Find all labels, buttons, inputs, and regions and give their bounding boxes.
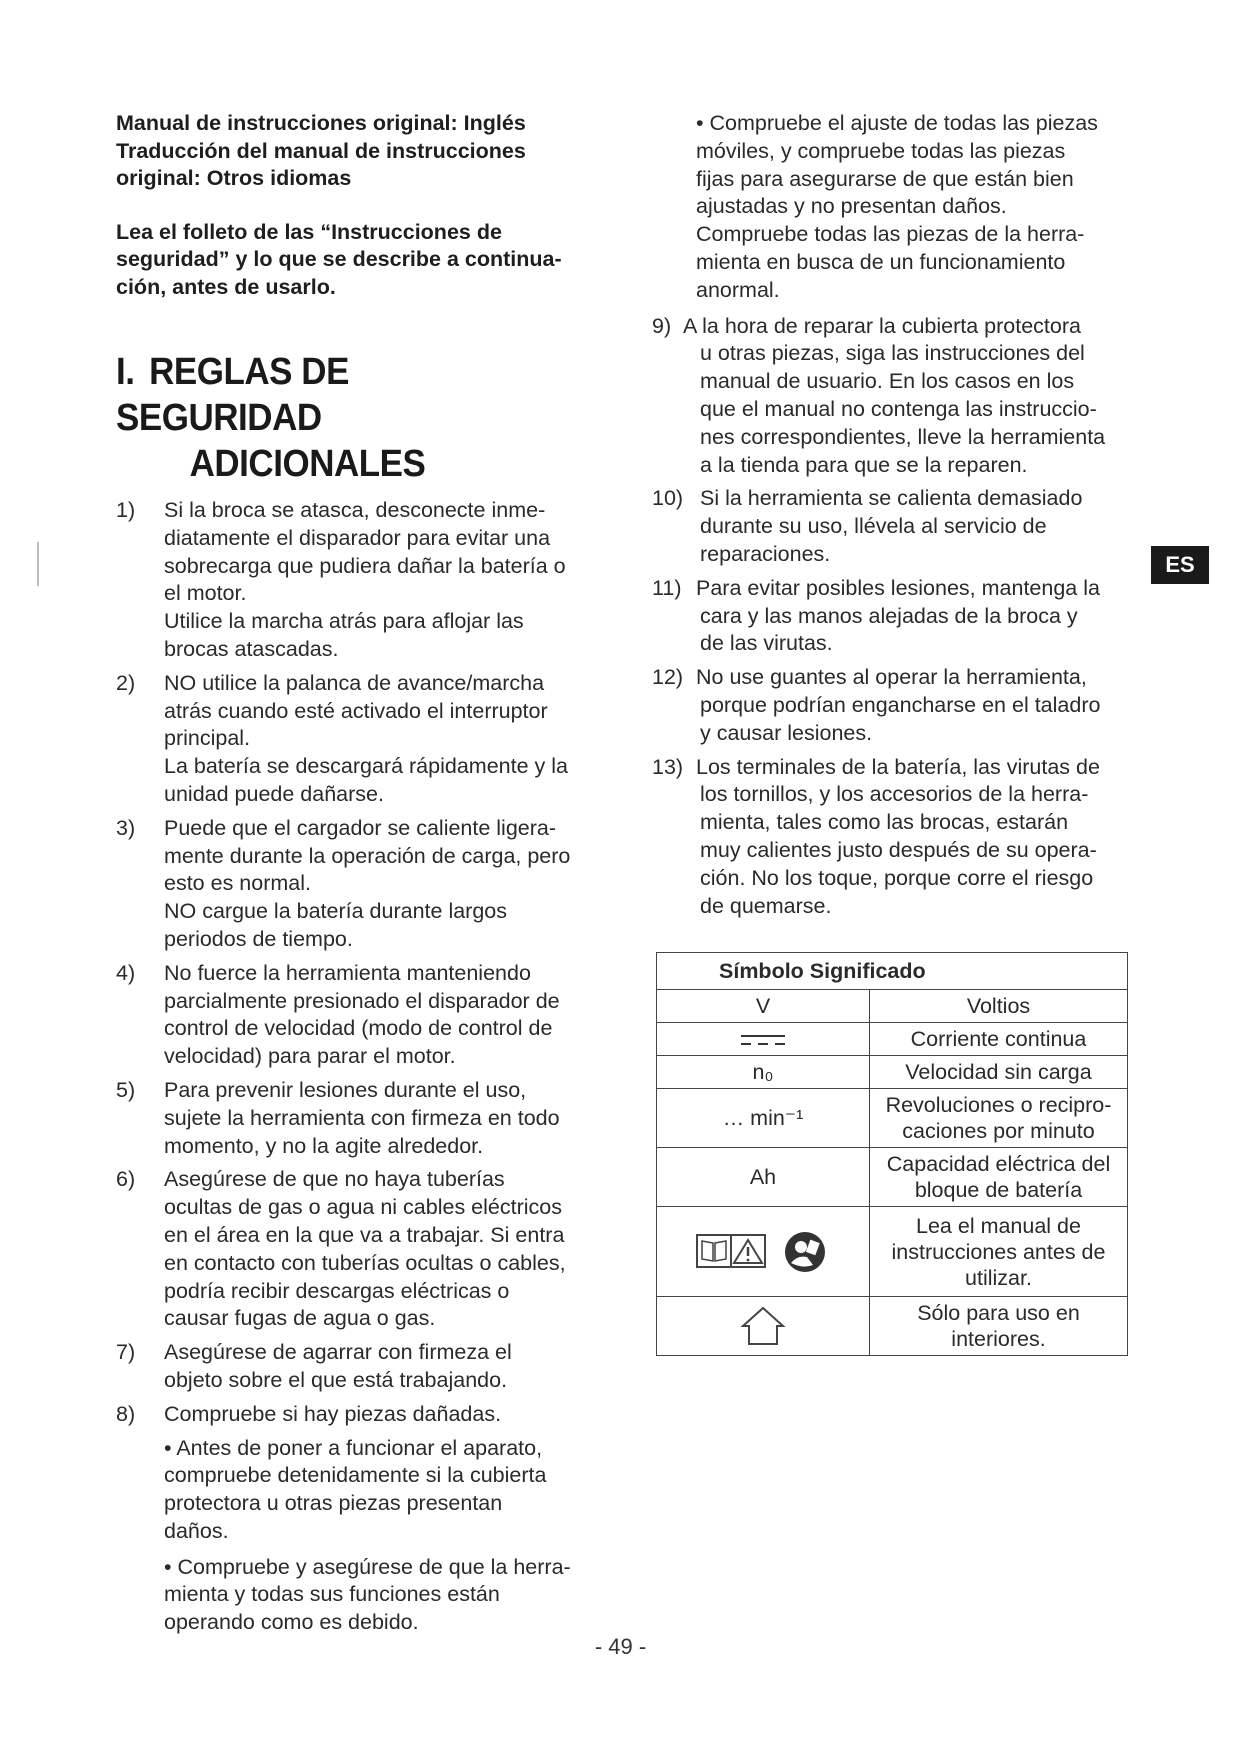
list-item: 10) Si la herramienta se calienta demasiado durante su uso, llévela al servicio de reparaciones. <box>652 486 1083 566</box>
direct-current-icon <box>739 1032 787 1048</box>
table-row <box>657 1089 1128 1148</box>
meaning-cell: Revoluciones o recipro- caciones por minuto <box>870 1089 1128 1148</box>
symbol-cell <box>657 1297 870 1356</box>
table-row <box>657 990 1128 1023</box>
list-item: 2) NO utilice la palanca de avance/marcha atrás cuando esté activado el interruptor principal. La batería se descargará rápidamente y la unidad puede dañarse. <box>116 670 568 806</box>
list-item: 8) Compruebe si hay piezas dañadas. <box>116 1401 502 1426</box>
right-column <box>652 110 1132 926</box>
meaning-cell: Velocidad sin carga <box>870 1056 1128 1089</box>
meaning-cell: Capacidad eléctrica del bloque de batería <box>870 1148 1128 1207</box>
list-item: 6) Asegúrese de que no haya tuberías ocultas de gas o agua ni cables eléctricos en el área en la que va a trabajar. Si entra en contacto con tuberías ocultas o cables, podría recibir descargas eléctricas o causar fugas de agua o gas. <box>116 1167 566 1331</box>
symbol-table-header: Símbolo Significado <box>657 953 1128 990</box>
meaning-cell: Corriente continua <box>870 1023 1128 1056</box>
symbol-cell: … min⁻¹ <box>657 1089 870 1148</box>
table-row <box>657 1297 1128 1356</box>
list-item: 9) A la hora de reparar la cubierta protectora u otras piezas, siga las instrucciones del manual de usuario. En los casos en los que el manual no contenga las instruccio- nes correspondientes, lleve la herramienta a la tienda para que se la reparen. <box>652 313 1106 477</box>
symbol-cell <box>657 1023 870 1056</box>
bullet-item: • Antes de poner a funcionar el aparato, compruebe detenidamente si la cubierta protectora u otras piezas presentan daños. <box>164 1435 547 1543</box>
left-column <box>116 110 596 1645</box>
list-item: 3) Puede que el cargador se caliente ligera- mente durante la operación de carga, pero esto es normal. NO cargue la batería durante largos periodos de tiempo. <box>116 815 571 951</box>
symbol-cell: Ah <box>657 1148 870 1207</box>
bullet-item: • Compruebe y asegúrese de que la herra- mienta y todas sus funciones están operando como es debido. <box>164 1554 571 1635</box>
symbol-cell: V <box>657 990 870 1023</box>
table-row <box>657 1023 1128 1056</box>
list-item: 7) Asegúrese de agarrar con firmeza el objeto sobre el que está trabajando. <box>116 1340 512 1392</box>
list-item: 12) No use guantes al operar la herramienta, porque podrían engancharse en el taladro y causar lesiones. <box>652 665 1101 745</box>
symbol-cell <box>657 1207 870 1297</box>
manual-origin-note: Manual de instrucciones original: Inglés Traducción del manual de instrucciones original: Otros idiomas <box>116 111 526 190</box>
section-heading: I. REGLAS DE SEGURIDAD ADICIONALES <box>116 351 426 485</box>
symbol-cell: n₀ <box>657 1056 870 1089</box>
meaning-cell: Lea el manual de instrucciones antes de utilizar. <box>870 1207 1128 1297</box>
bullet-item: • Compruebe el ajuste de todas las piezas móviles, y compruebe todas las piezas fijas para asegurarse de que están bien ajustadas y no presentan daños. Compruebe todas las piezas de la herra- mienta en busca de un funcionamiento anormal. <box>696 111 1098 302</box>
list-item: 11) Para evitar posibles lesiones, mantenga la cara y las manos alejadas de la broca y de las virutas. <box>652 575 1100 656</box>
page-number: - 49 - <box>594 1634 647 1659</box>
table-row <box>657 1056 1128 1089</box>
indoor-use-house-icon <box>739 1305 787 1347</box>
symbol-table <box>656 952 1128 1356</box>
list-item: 1) Si la broca se atasca, desconecte inme- diatamente el disparador para evitar una sobrecarga que pudiera dañar la batería o el motor. Utilice la marcha atrás para aflojar las brocas atascadas. <box>116 498 566 661</box>
table-row <box>657 1148 1128 1207</box>
meaning-cell: Voltios <box>870 990 1128 1023</box>
list-item: 13) Los terminales de la batería, las virutas de los tornillos, y los accesorios de la herra- mienta, tales como las brocas, estarán muy calientes justo después de su opera- ción. No los toque, porque corre el riesgo de quemarse. <box>652 754 1100 918</box>
list-item: 5) Para prevenir lesiones durante el uso, sujete la herramienta con firmeza en todo momento, y no la agite alrededor. <box>116 1077 560 1158</box>
read-manual-warning-icon <box>693 1227 833 1277</box>
list-item: 4) No fuerce la herramienta manteniendo parcialmente presionado el disparador de control de velocidad (modo de control de velocidad) para parar el motor. <box>116 960 560 1069</box>
read-safety-note: Lea el folleto de las “Instrucciones de seguridad” y lo que se describe a continua- ción, antes de usarlo. <box>116 219 562 299</box>
intro-block <box>116 110 596 301</box>
margin-mark <box>37 542 39 586</box>
language-tab: ES <box>1151 546 1209 584</box>
table-row <box>657 1207 1128 1297</box>
meaning-cell: Sólo para uso en interiores. <box>870 1297 1128 1356</box>
